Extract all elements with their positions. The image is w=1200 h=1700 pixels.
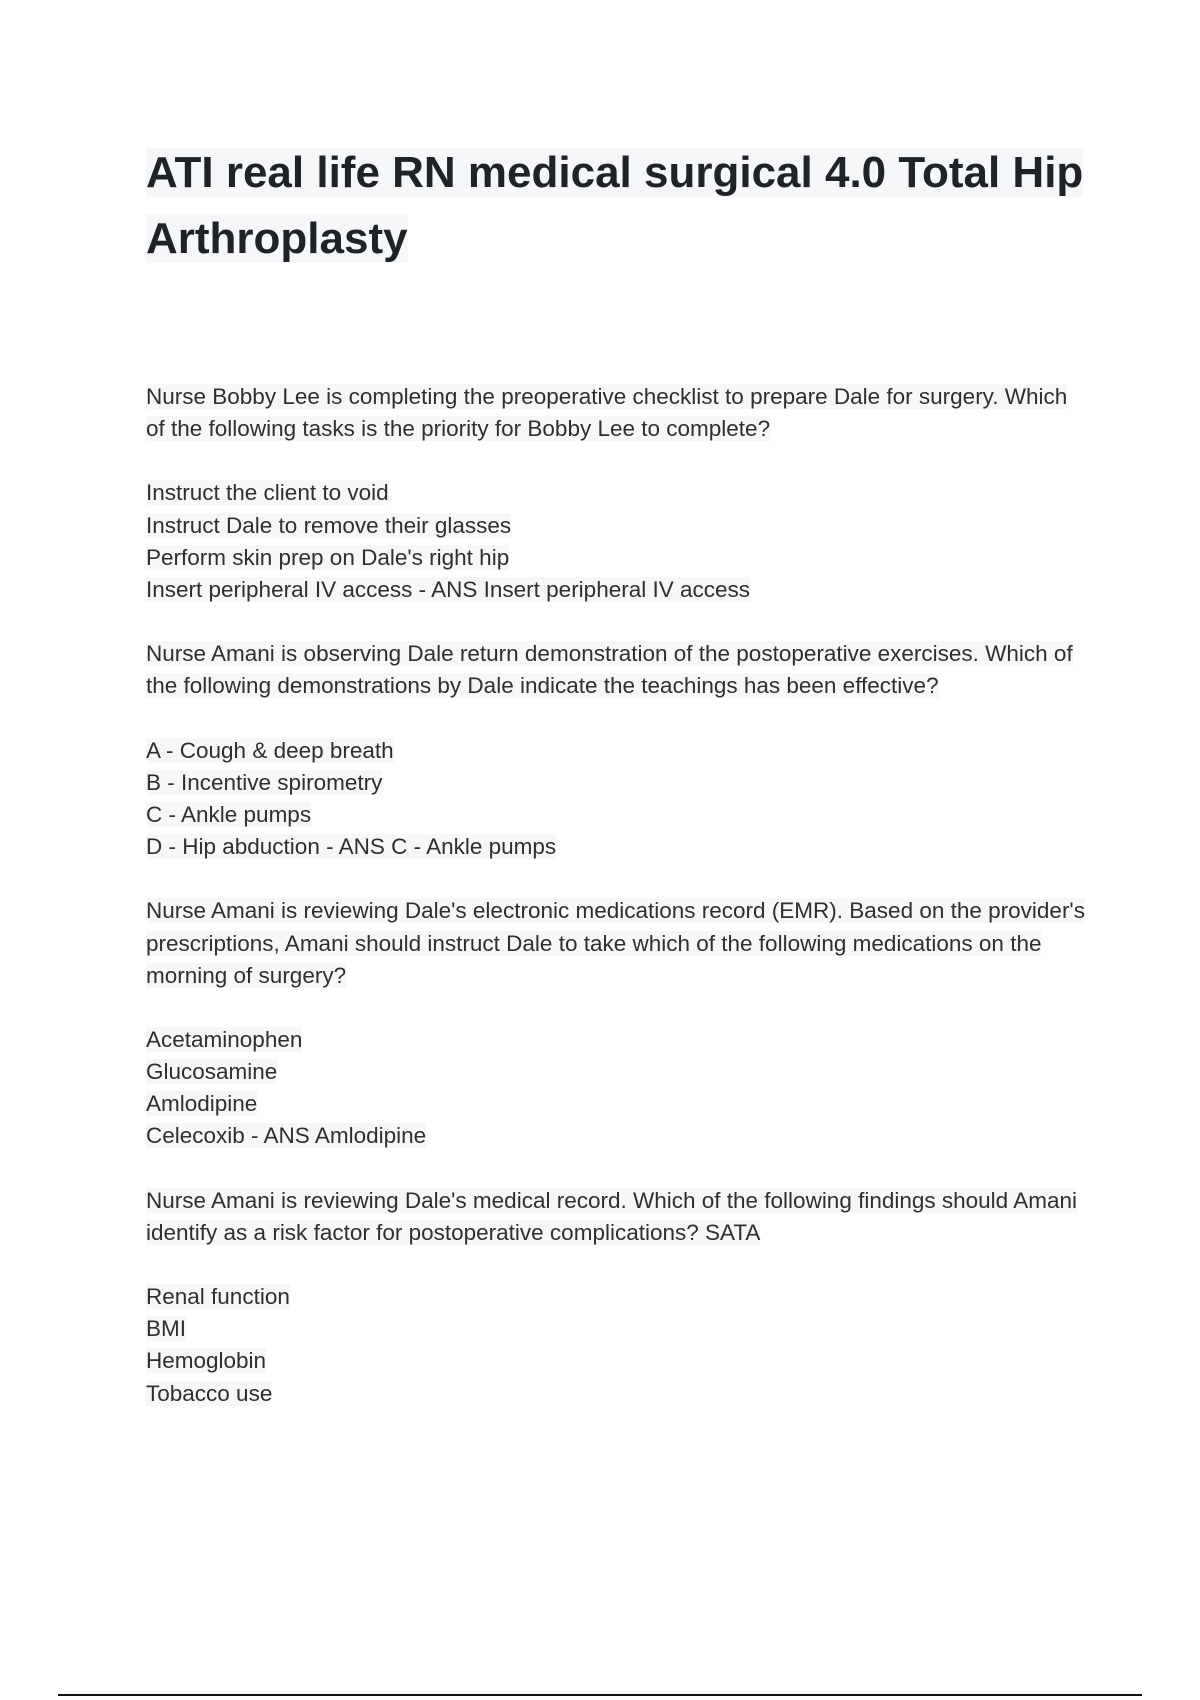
answer-options [146,477,1086,606]
answer-options [146,1281,1086,1410]
question-block-1 [146,381,1086,606]
question-text: Nurse Amani is reviewing Dale's medical record. Which of the following findings should Amani identify as a risk factor for postoperative complications? SATA [146,1187,1077,1245]
answer-option: B - Incentive spirometry [146,769,383,795]
answer-options [146,735,1086,864]
answer-option-with-answer: Celecoxib - ANS Amlodipine [146,1123,427,1149]
answer-option-with-answer: Insert peripheral IV access - ANS Insert peripheral IV access [146,576,751,602]
answer-options [146,1024,1086,1153]
answer-option: Tobacco use [146,1380,273,1406]
question-text: Nurse Amani is reviewing Dale's electronic medications record (EMR). Based on the provider's prescriptions, Amani should instruct Dale to take which of the following medications on the morning of surgery? [146,898,1085,988]
answer-option: C - Ankle pumps [146,801,312,827]
answer-option: A - Cough & deep breath [146,737,394,763]
answer-option-with-answer: D - Hip abduction - ANS C - Ankle pumps [146,834,557,860]
question-block-3 [146,895,1086,1152]
document-title [146,140,1086,272]
answer-option: BMI [146,1316,187,1342]
question-text: Nurse Amani is observing Dale return demonstration of the postoperative exercises. Which of the following demonstrations by Dale indicate the teachings has been effective? [146,641,1073,699]
answer-option: Hemoglobin [146,1348,267,1374]
answer-option: Acetaminophen [146,1026,303,1052]
answer-option: Amlodipine [146,1091,258,1117]
question-text: Nurse Bobby Lee is completing the preoperative checklist to prepare Dale for surgery. Which of the following tasks is the priority for Bobby Lee to complete? [146,384,1068,442]
answer-option: Instruct the client to void [146,480,389,506]
footer-divider [58,1694,1142,1696]
document-title-text: ATI real life RN medical surgical 4.0 Total Hip Arthroplasty [146,148,1084,263]
question-block-2 [146,638,1086,863]
question-list [146,381,1086,1442]
answer-option: Instruct Dale to remove their glasses [146,512,512,538]
answer-option: Perform skin prep on Dale's right hip [146,544,510,570]
question-block-4 [146,1185,1086,1410]
answer-option: Glucosamine [146,1059,278,1085]
answer-option: Renal function [146,1284,290,1310]
